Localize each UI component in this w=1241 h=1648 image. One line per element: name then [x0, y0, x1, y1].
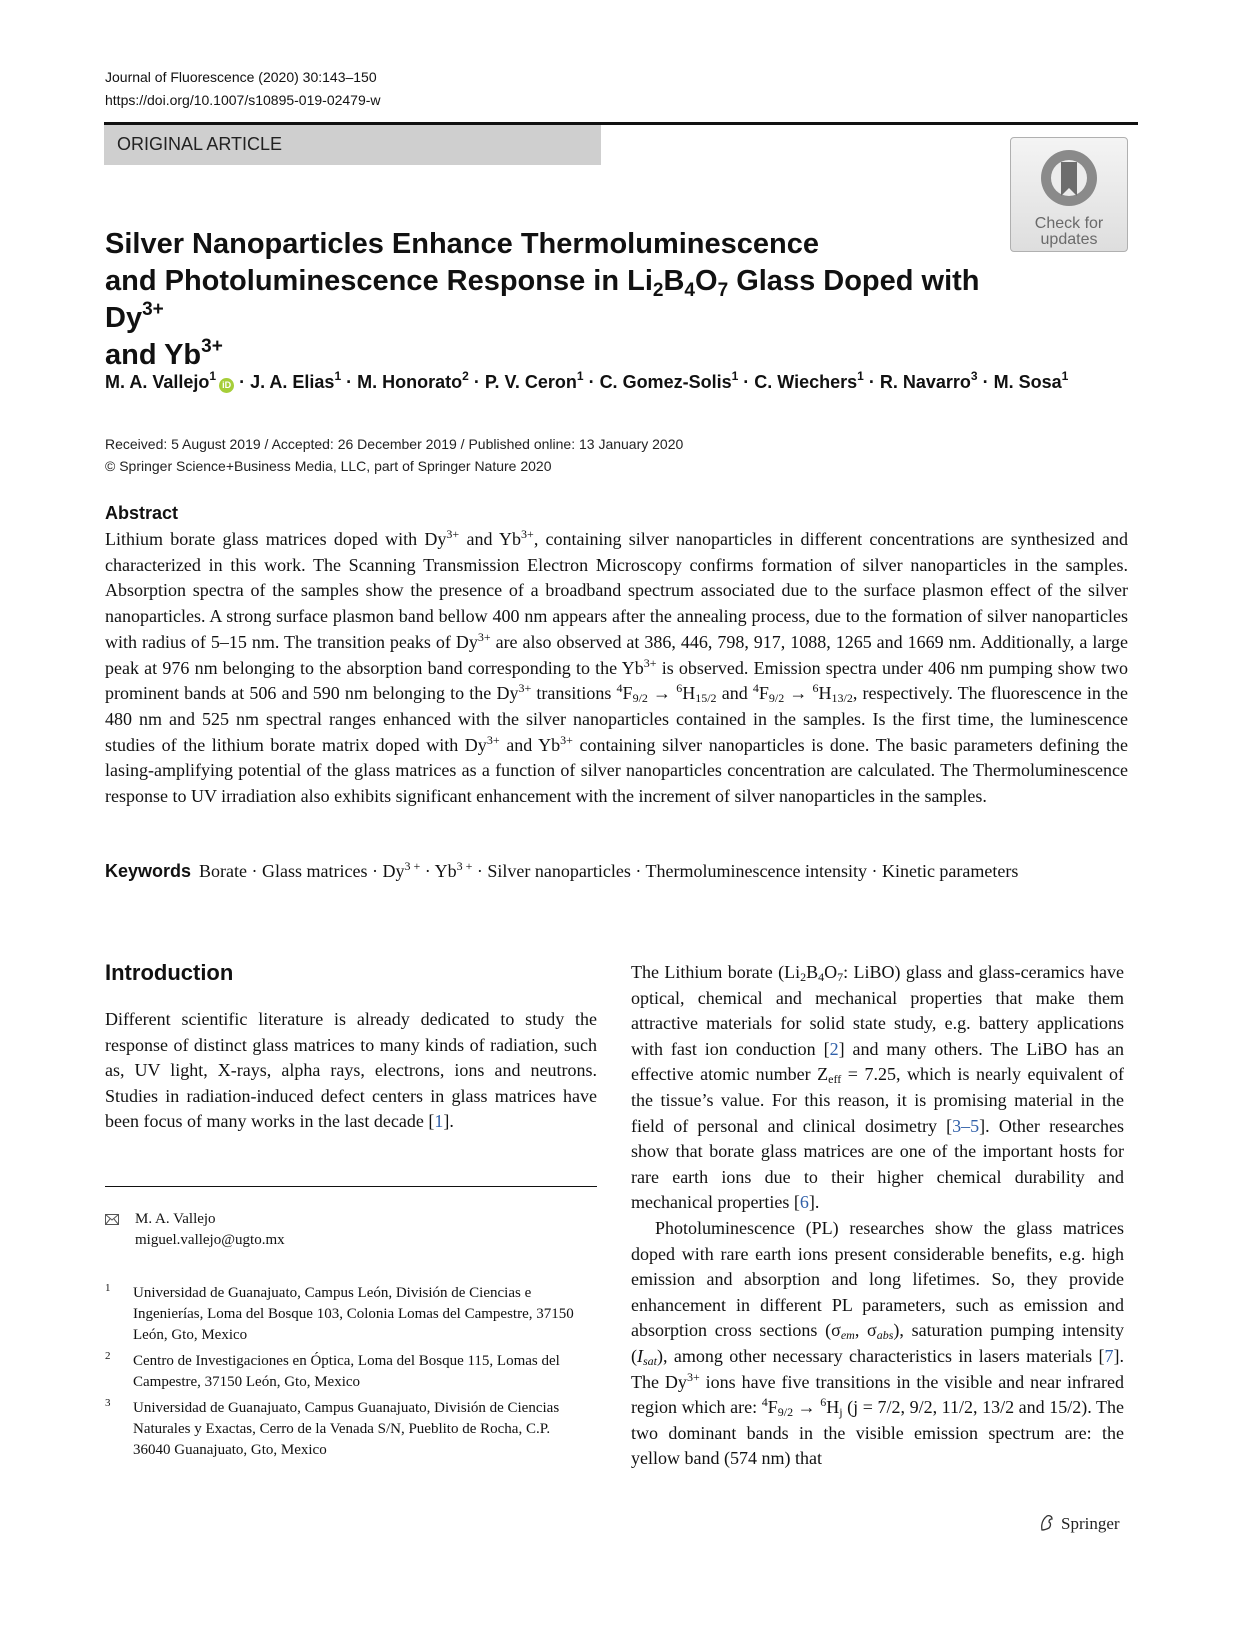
publication-dates	[105, 433, 683, 477]
paper-title: Silver Nanoparticles Enhance Thermoluminescence and Photoluminescence Response in $Li_2B_4O_7$ Glass Doped with $Dy^{3+}$ and $Yb^{3+}$	[105, 228, 980, 371]
affiliation-1: Universidad de Guanajuato, Campus León, División de Ciencias e Ingenierías, Loma del Bosque 103, Colonia Lomas del Campestre, 37150 León, Gto, Mexico	[133, 1285, 574, 1343]
intro-paragraph: Different scientific literature is already dedicated to study the response of distinct glass matrices to many kinds of radiation, such as, UV light, X-rays, alpha rays, electrons, ions and neutrons. Studies in radiation-induced defect centers in glass matrices have been focus of many works in the last decade [1].	[105, 1009, 597, 1132]
footnote-rule	[105, 1186, 597, 1187]
article-type-label: ORIGINAL ARTICLE	[117, 134, 283, 154]
affiliation-3: Universidad de Guanajuato, Campus Guanajuato, División de Ciencias Naturales y Exactas, Cerro de la Venada S/N, Pueblito de Rocha, C.P. 36040 Guanajuato, Gto, Mexico	[133, 1400, 560, 1458]
author-name[interactable]: C. Wiechers	[754, 372, 858, 392]
springer-horse-icon	[1038, 1514, 1056, 1532]
intro-right-column	[631, 960, 1124, 1472]
keyword: Borate	[199, 861, 248, 881]
intro-paragraph: The Lithium borate ($Li_2B_4O_7$: LiBO) glass and glass-ceramics have optical, chemical and mechanical properties that make them attractive materials for solid state study, e.g. battery applications with fast ion conduction [2] and many others. The LiBO has an effective atomic number $Z_{eff} = 7.25$, which is nearly equivalent of the tissue’s value. For this reason, it is promising material in the field of personal and clinical dosimetry [3–5]. Other researches show that borate glass matrices are one of the important hosts for rare earth ions due to their higher chemical durability and mechanical properties [6].	[631, 962, 1125, 1213]
springer-logo	[1038, 1514, 1120, 1534]
affiliation-number: 3	[105, 1397, 111, 1409]
intro-paragraph: Photoluminescence (PL) researches show the glass matrices doped with rare earth ions present considerable benefits, e.g. high emission and absorption and long lifetimes. So, they provide enhancement in different PL parameters, such as emission and absorption cross sections ($\sigma_{em}$, $\sigma_{abs}$), saturation pumping intensity $(I_{sat})$, among other necessary characteristics in lasers materials [7]. The $Dy^{3+}$ ions have five transitions in the visible and near infrared region which are: $^4F_{9/2} \to ^6H_j$ (j = 7/2, 9/2, 11/2, 13/2 and 15/2). The two dominant bands in the visible emission spectrum are: the yellow band (574 nm) that	[631, 1217, 1125, 1469]
affiliation-number: 2	[105, 1350, 111, 1362]
affiliation-number: 1	[105, 1282, 111, 1294]
citation-link[interactable]: 7	[1104, 1345, 1114, 1366]
author-name[interactable]: M. Honorato	[357, 372, 463, 392]
history-line: Received: 5 August 2019 / Accepted: 26 December 2019 / Published online: 13 January 2020	[105, 436, 684, 452]
intro-left-column	[105, 1007, 597, 1135]
author-name[interactable]: C. Gomez-Solis	[599, 372, 732, 392]
keyword: Glass matrices	[262, 861, 368, 881]
journal-header	[105, 66, 381, 112]
corresponding-email[interactable]: miguel.vallejo@ugto.mx	[135, 1232, 285, 1248]
abstract-heading: Abstract	[105, 503, 179, 523]
keywords-label: Keywords	[105, 861, 192, 881]
check-for-updates-badge[interactable]	[1010, 137, 1128, 252]
journal-citation: Journal of Fluorescence (2020) 30:143–150	[105, 69, 377, 85]
corresponding-author	[135, 1209, 285, 1251]
keyword: Dy	[382, 861, 405, 881]
orcid-icon[interactable]: iD	[219, 378, 234, 393]
abstract-body: Lithium borate glass matrices doped with $Dy^{3+}$ and $Yb^{3+}$, containing silver nanoparticles in different concentrations are synthesized and characterized in this work. The Scanning Transmission Electron Microscopy confirms formation of silver nanoparticles in the samples. Absorption spectra of the samples show the presence of a broadband spectrum associated due to the surface plasmon effect of the silver nanoparticles. A strong surface plasmon band bellow 400 nm appears after the annealing process, due to the formation of silver nanoparticles with radius of 5–15 nm. The transition peaks of $Dy^{3+}$ are also observed at 386, 446, 798, 917, 1088, 1265 and 1669 nm. Additionally, a large peak at 976 nm belonging to the absorption band corresponding to the $Yb^{3+}$ is observed. Emission spectra under 406 nm pumping show two prominent bands at 506 and 590 nm belonging to the $Dy^{3+}$ transitions $^4F_{9/2} \to ^6H_{15/2}$ and $^4F_{9/2} \to ^6H_{13/2}$, respectively. The fluorescence in the 480 nm and 525 nm spectral ranges enhanced with the silver nanoparticles contained in the samples. Is the first time, the luminescence studies of the lithium borate matrix doped with $Dy^{3+}$ and $Yb^{3+}$ containing silver nanoparticles is done. The basic parameters defining the lasing-amplifying potential of the glass matrices as a function of silver nanoparticles concentration are calculated. The Thermoluminescence response to UV irradiation also exhibits significant enhancement with the increment of silver nanoparticles in the samples.	[105, 527, 1129, 807]
doi-link[interactable]: https://doi.org/10.1007/s10895-019-02479-w	[105, 92, 381, 108]
author-name[interactable]: P. V. Ceron	[484, 372, 577, 392]
author-list: M. A. Vallejo$^1$iD · J. A. Elias$^1$ · M. Honorato$^2$ · P. V. Ceron$^1$ · C. Gomez-Solis$^1$ · C. Wiechers$^1$ · R. Navarro$^3$ · M. Sosa$^1$	[105, 369, 1069, 392]
keywords-line: Keywords Borate · Glass matrices · $Dy^{3 +} \cdot Yb^{3 +}$ · Silver nanoparticles · Thermoluminescence intensity · Kinetic parameters	[105, 859, 1019, 881]
corresponding-name: M. A. Vallejo	[135, 1211, 216, 1227]
citation-link[interactable]: 1	[434, 1111, 444, 1132]
author-name[interactable]: R. Navarro	[879, 372, 971, 392]
bookmark-ring-icon	[1037, 146, 1101, 210]
citation-link[interactable]: 6	[799, 1192, 809, 1213]
article-type-bar	[104, 125, 601, 165]
citation-link[interactable]: 2	[829, 1038, 839, 1059]
keyword: Kinetic parameters	[881, 861, 1019, 881]
keyword: Yb	[434, 861, 457, 881]
author-name[interactable]: M. Sosa	[993, 372, 1062, 392]
introduction-heading: Introduction	[105, 960, 234, 985]
author-name[interactable]: M. A. Vallejo	[105, 372, 210, 392]
citation-link[interactable]: 3–5	[952, 1115, 980, 1136]
author-name[interactable]: J. A. Elias	[250, 372, 335, 392]
publisher-name: Springer	[1061, 1514, 1120, 1533]
affiliation-2: Centro de Investigaciones en Óptica, Loma del Bosque 115, Lomas del Campestre, 37150 León, Gto, Mexico	[133, 1353, 560, 1390]
keyword: Thermoluminescence intensity	[645, 861, 867, 881]
keyword: Silver nanoparticles	[487, 861, 631, 881]
copyright-line: © Springer Science+Business Media, LLC, part of Springer Nature 2020	[105, 458, 552, 474]
check-for-updates-text: Check for updates	[1034, 215, 1104, 248]
envelope-icon	[105, 1214, 119, 1225]
